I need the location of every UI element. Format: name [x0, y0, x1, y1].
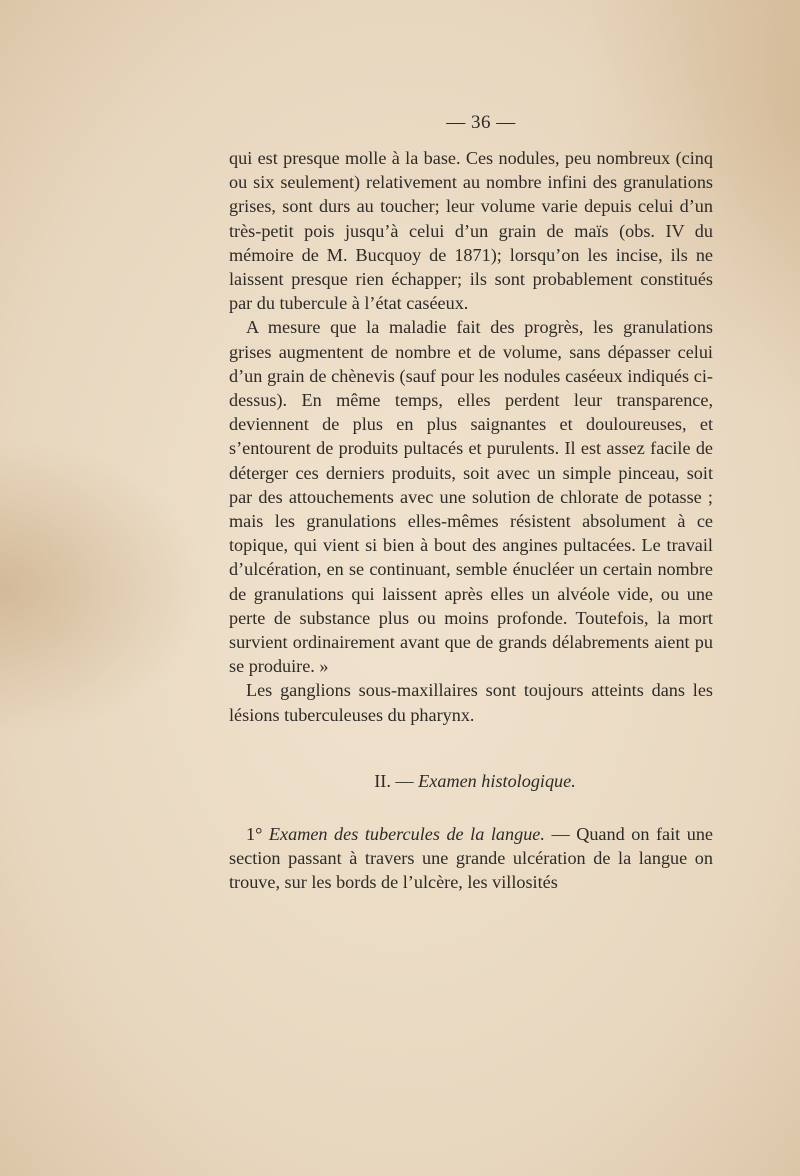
document-page — [229, 112, 713, 894]
subsection-title: Examen des tubercules de la langue. — [268, 823, 545, 844]
page-number: — 36 — — [446, 112, 516, 133]
paragraph-2: A mesure que la maladie fait des progrès, les granulations grises augmentent de nombre et de volume, sans dépasser celui d’un grain de chènevis (sauf pour les nodules caséeux indiqués ci-dessus). En même temps, elles perdent leur transparence, deviennent de plus en plus saignantes et douloureuses, et s’entourent de produits pultacés et purulents. Il est assez facile de déterger ces derniers produits, soit avec un simple pinceau, soit par des attouchements avec une solution de chlorate de potasse ; mais les granulations elles-mêmes résistent absolument à ce topique, qui vient si bien à bout des angines pultacées. Le travail d’ulcération, en se continuant, semble énucléer un certain nombre de granulations qui laissent après elles un alvéole vide, ou une perte de substance plus ou moins profonde. Toutefois, la mort survient ordinairement avant que de grands délabrements aient pu se produire. » — [229, 317, 713, 677]
paragraph-3: Les ganglions sous-maxillaires sont toujours atteints dans les lésions tuberculeuses du pharynx. — [229, 680, 713, 725]
subsection-text: — Quand on fait une section passant à travers une grande ulcération de la langue on trouve, sur les bords de l’ulcère, les villosités — [229, 823, 714, 893]
subsection-paragraph — [229, 822, 713, 895]
section-heading — [229, 771, 713, 792]
section-number: II. — — [374, 770, 419, 791]
subsection-number: 1° — [246, 823, 269, 844]
section-title: Examen histologique. — [418, 770, 576, 791]
paragraph-1: qui est presque molle à la base. Ces nodules, peu nombreux (cinq ou six seulement) relativement au nombre infini des granulations grises, sont durs au toucher; leur volume varie depuis celui d’un très-petit pois jusqu’à celui d’un grain de maïs (obs. IV du mémoire de M. Bucquoy de 1871); lorsqu’on les incise, ils ne laissent presque rien échapper; ils sont probablement constitués par du tubercule à l’état caséeux. — [229, 148, 713, 314]
